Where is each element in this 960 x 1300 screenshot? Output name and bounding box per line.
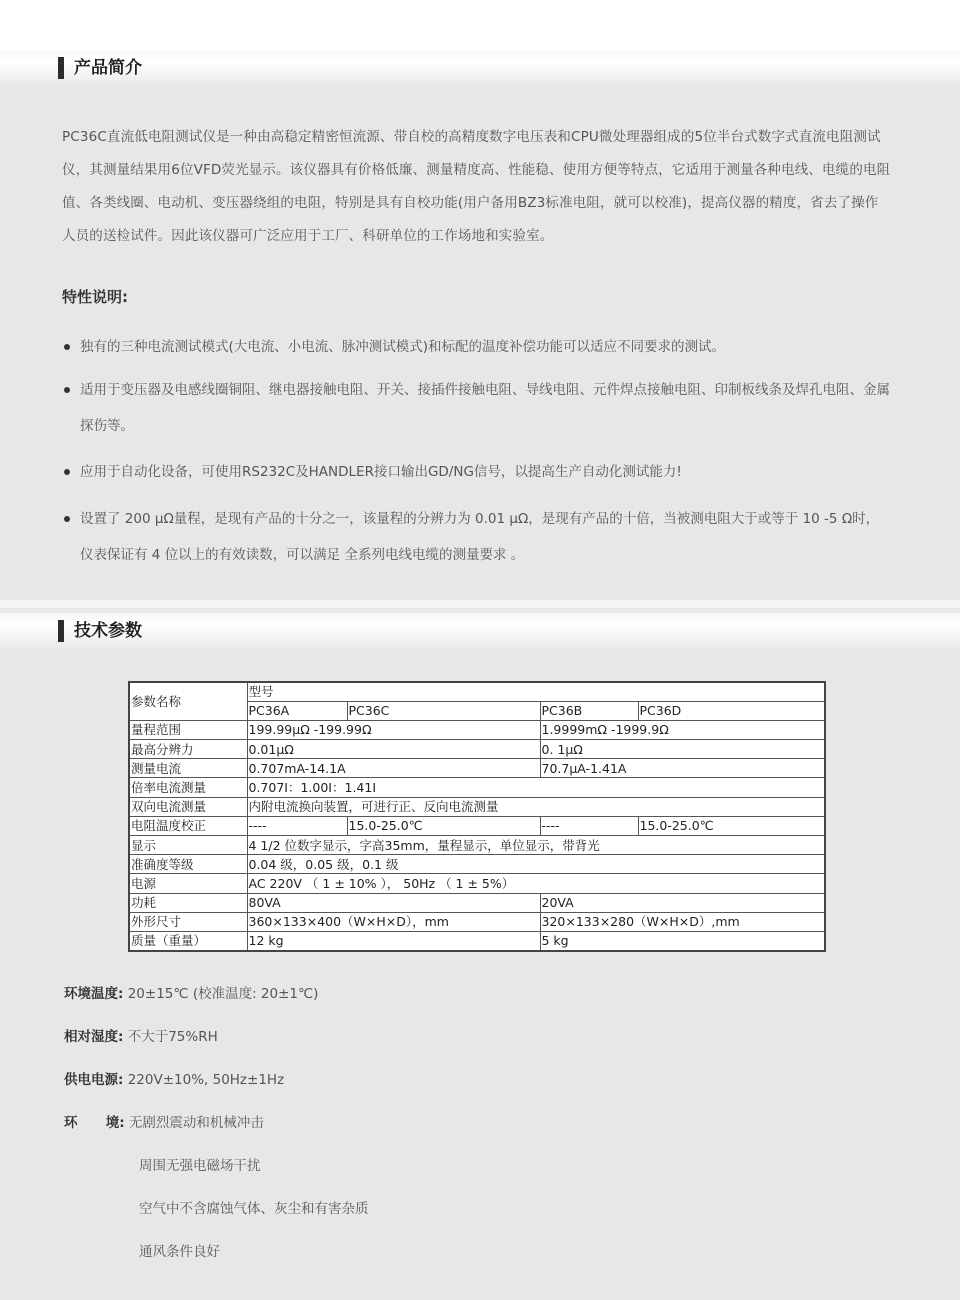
table-cell: 功耗	[129, 893, 247, 912]
feature-text: 独有的三种电流测试模式(大电流、小电流、脉冲测试模式)和标配的温度补偿功能可以适应不同要求的测试。	[80, 339, 726, 355]
spec-environment-item: 周围无强电磁场干扰	[139, 1158, 261, 1174]
table-cell: 0.707I：1.00I：1.41I	[247, 778, 825, 797]
table-cell: 电源	[129, 874, 247, 893]
table-cell: 0.01μΩ	[247, 740, 540, 759]
table-cell: 0. 1μΩ	[540, 740, 825, 759]
table-row	[129, 836, 825, 855]
table-cell: 显示	[129, 836, 247, 855]
intro-paragraph: PC36C直流低电阻测试仪是一种由高稳定精密恒流源、带自校的高精度数字电压表和CPU微处理器组成的5位半台式数字式直流电阻测试仪，其测量结果用6位VFD荧光显示。该仪器具有价格低廉、测量精度高、性能稳、使用方便等特点，它适用于测量各种电线、电缆的电阻值、各类线圈、电动机、变压器绕组的电阻，特别是具有自校功能(用户备用BZ3标准电阻，就可以校准)，提高仪器的精度，省去了操作人员的送检试件。因此该仪器可广泛应用于工厂、科研单位的工作场地和实验室。	[62, 129, 891, 244]
table-cell: 外形尺寸	[129, 912, 247, 931]
table-row	[129, 874, 825, 893]
table-cell: 1.9999mΩ -1999.9Ω	[540, 720, 825, 739]
spec-label: 环境温度:	[64, 986, 124, 1002]
spec-label: 相对湿度:	[64, 1029, 124, 1045]
section-title: 产品简介	[74, 58, 142, 78]
feature-item	[62, 501, 892, 573]
table-cell: PC36D	[638, 701, 825, 720]
table-cell: 15.0-25.0℃	[638, 816, 825, 835]
features-title: 特性说明:	[62, 288, 128, 306]
table-cell: PC36A	[247, 701, 347, 720]
table-cell: 测量电流	[129, 759, 247, 778]
table-cell: 15.0-25.0℃	[347, 816, 540, 835]
table-cell: PC36B	[540, 701, 638, 720]
table-row	[129, 912, 825, 931]
feature-item	[62, 454, 892, 490]
table-row	[129, 759, 825, 778]
feature-text: 应用于自动化设备，可使用RS232C及HANDLER接口输出GD/NG信号，以提高生产自动化测试能力!	[80, 464, 682, 480]
table-cell: 质量（重量）	[129, 931, 247, 950]
spec-value: 无剧烈震动和机械冲击	[128, 1115, 264, 1131]
header-bar-icon	[58, 620, 64, 642]
params-table	[128, 681, 826, 952]
table-row	[129, 740, 825, 759]
header-bar-icon	[58, 57, 64, 79]
bullet-icon	[64, 469, 70, 475]
feature-text: 适用于变压器及电感线圈铜阻、继电器接触电阻、开关、接插件接触电阻、导线电阻、元件焊点接触电阻、印制板线条及焊孔电阻、金属探伤等。	[80, 382, 890, 434]
table-cell: 准确度等级	[129, 855, 247, 874]
spec-environment-item: 通风条件良好	[139, 1244, 220, 1260]
spec-value: 不大于75%RH	[127, 1029, 218, 1045]
spec-label: 环 境:	[64, 1115, 125, 1131]
section-header-params	[0, 613, 960, 649]
section-divider	[0, 600, 960, 608]
table-row	[129, 778, 825, 797]
table-cell: 80VA	[247, 893, 540, 912]
feature-item	[62, 372, 892, 444]
table-row	[129, 720, 825, 739]
table-cell: 最高分辨力	[129, 740, 247, 759]
table-cell: 70.7μA-1.41A	[540, 759, 825, 778]
table-cell: 内附电流换向装置，可进行正、反向电流测量	[247, 797, 825, 816]
top-strip	[0, 0, 960, 50]
spec-value: 20±15℃ (校准温度: 20±1℃)	[127, 986, 319, 1002]
table-row	[129, 855, 825, 874]
table-cell: 参数名称	[129, 682, 247, 720]
table-row	[129, 931, 825, 950]
bullet-icon	[64, 344, 70, 350]
table-cell: 0.707mA-14.1A	[247, 759, 540, 778]
section-header-intro	[0, 50, 960, 86]
table-row	[129, 893, 825, 912]
table-cell: 20VA	[540, 893, 825, 912]
table-row	[129, 682, 825, 701]
table-cell: 5 kg	[540, 931, 825, 950]
feature-item	[62, 329, 892, 365]
spec-env-temp	[64, 984, 318, 1004]
table-cell: 型号	[247, 682, 825, 701]
table-cell: 320×133×280（W×H×D）,mm	[540, 912, 825, 931]
feature-text: 设置了 200 μΩ量程，是现有产品的十分之一，该量程的分辨力为 0.01 μΩ，是现有产品的十倍，当被测电阻大于或等于 10 -5 Ω时，仪表保证有 4 位以上的有效读数，可以满足 全系列电线电缆的测量要求 。	[80, 511, 880, 563]
table-cell: AC 220V （ 1 ± 10% ）， 50Hz （ 1 ± 5%）	[247, 874, 825, 893]
table-cell: 双向电流测量	[129, 797, 247, 816]
table-cell: 4 1/2 位数字显示，字高35mm，量程显示，单位显示，带背光	[247, 836, 825, 855]
spec-humidity	[64, 1027, 218, 1047]
table-cell: 电阻温度校正	[129, 816, 247, 835]
section-title: 技术参数	[74, 621, 142, 641]
spec-value: 220V±10%, 50Hz±1Hz	[127, 1072, 285, 1088]
table-cell: 12 kg	[247, 931, 540, 950]
bullet-icon	[64, 387, 70, 393]
table-cell: 199.99μΩ -199.99Ω	[247, 720, 540, 739]
table-cell: 0.04 级，0.05 级，0.1 级	[247, 855, 825, 874]
table-cell: ----	[247, 816, 347, 835]
table-cell: PC36C	[347, 701, 540, 720]
table-cell: 量程范围	[129, 720, 247, 739]
table-cell: 倍率电流测量	[129, 778, 247, 797]
table-row	[129, 816, 825, 835]
bullet-icon	[64, 516, 70, 522]
table-cell: ----	[540, 816, 638, 835]
spec-environment	[64, 1113, 264, 1133]
table-row	[129, 797, 825, 816]
table-cell: 360×133×400（W×H×D），mm	[247, 912, 540, 931]
spec-power-supply	[64, 1070, 284, 1090]
spec-environment-item: 空气中不含腐蚀气体、灰尘和有害杂质	[139, 1201, 369, 1217]
spec-label: 供电电源:	[64, 1072, 124, 1088]
